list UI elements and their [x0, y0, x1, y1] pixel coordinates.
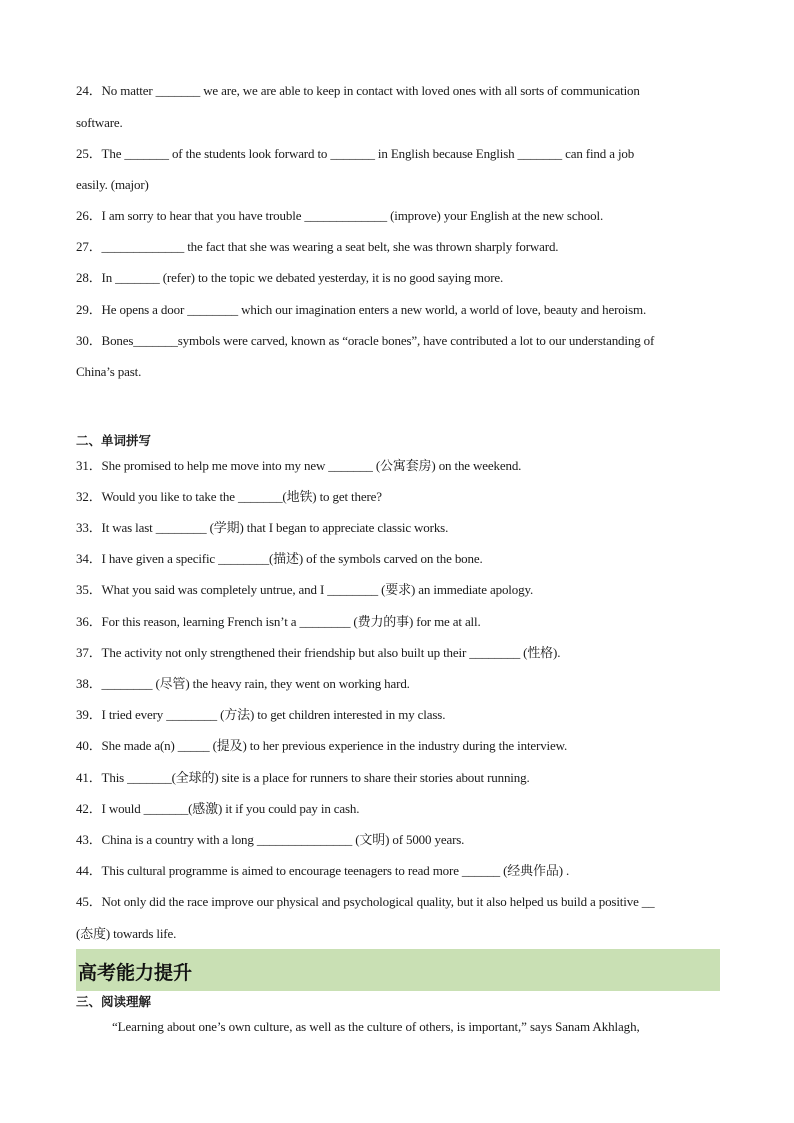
- question-40: 40．She made a(n) _____ (提及) to her previous experience in the industry during the interview.: [76, 738, 568, 753]
- question-30: 30．Bones_______symbols were carved, known as “oracle bones”, have contributed a lot to our understanding of: [76, 333, 655, 348]
- question-41: 41．This _______(全球的) site is a place for runners to share their stories about running.: [76, 770, 530, 785]
- question-36: 36．For this reason, learning French isn’t a ________ (费力的事) for me at all.: [76, 614, 481, 629]
- question-44: 44．This cultural programme is aimed to encourage teenagers to read more ______ (经典作品) .: [76, 863, 570, 878]
- question-42: 42．I would _______(感激) it if you could pay in cash.: [76, 801, 360, 816]
- question-45: 45．Not only did the race improve our physical and psychological quality, but it also helped us build a positive __: [76, 894, 655, 909]
- question-33: 33．It was last ________ (学期) that I began to appreciate classic works.: [76, 520, 449, 535]
- section-heading-spelling: 二、单词拼写: [76, 433, 152, 448]
- question-30-cont: China’s past.: [76, 364, 142, 379]
- question-26: 26．I am sorry to hear that you have trouble _____________ (improve) your English at the new school.: [76, 208, 604, 223]
- question-32: 32．Would you like to take the _______(地铁) to get there?: [76, 489, 382, 504]
- banner-title: 高考能力提升: [78, 962, 193, 984]
- question-25-cont: easily. (major): [76, 177, 149, 192]
- question-28: 28．In _______ (refer) to the topic we debated yesterday, it is no good saying more.: [76, 270, 504, 285]
- section-banner: [76, 949, 720, 991]
- question-31: 31．She promised to help me move into my new _______ (公寓套房) on the weekend.: [76, 458, 522, 473]
- question-27: 27．_____________ the fact that she was wearing a seat belt, she was thrown sharply forward.: [76, 239, 559, 254]
- question-24: 24．No matter _______ we are, we are able to keep in contact with loved ones with all sorts of communication: [76, 83, 640, 98]
- question-35: 35．What you said was completely untrue, and I ________ (要求) an immediate apology.: [76, 582, 534, 597]
- question-39: 39．I tried every ________ (方法) to get children interested in my class.: [76, 707, 446, 722]
- question-37: 37．The activity not only strengthened their friendship but also built up their ________ (性格).: [76, 645, 561, 660]
- question-24-cont: software.: [76, 115, 123, 130]
- question-29: 29．He opens a door ________ which our imagination enters a new world, a world of love, beauty and heroism.: [76, 302, 647, 317]
- section-heading-reading: 三、阅读理解: [76, 994, 152, 1009]
- question-43: 43．China is a country with a long _______________ (文明) of 5000 years.: [76, 832, 465, 847]
- reading-paragraph: “Learning about one’s own culture, as well as the culture of others, is important,” says Sanam Akhlagh,: [112, 1019, 640, 1034]
- question-38: 38．________ (尽管) the heavy rain, they went on working hard.: [76, 676, 410, 691]
- question-45-cont: (态度) towards life.: [76, 926, 177, 941]
- question-34: 34．I have given a specific ________(描述) of the symbols carved on the bone.: [76, 551, 483, 566]
- question-25: 25．The _______ of the students look forward to _______ in English because English _______ can find a job: [76, 146, 635, 161]
